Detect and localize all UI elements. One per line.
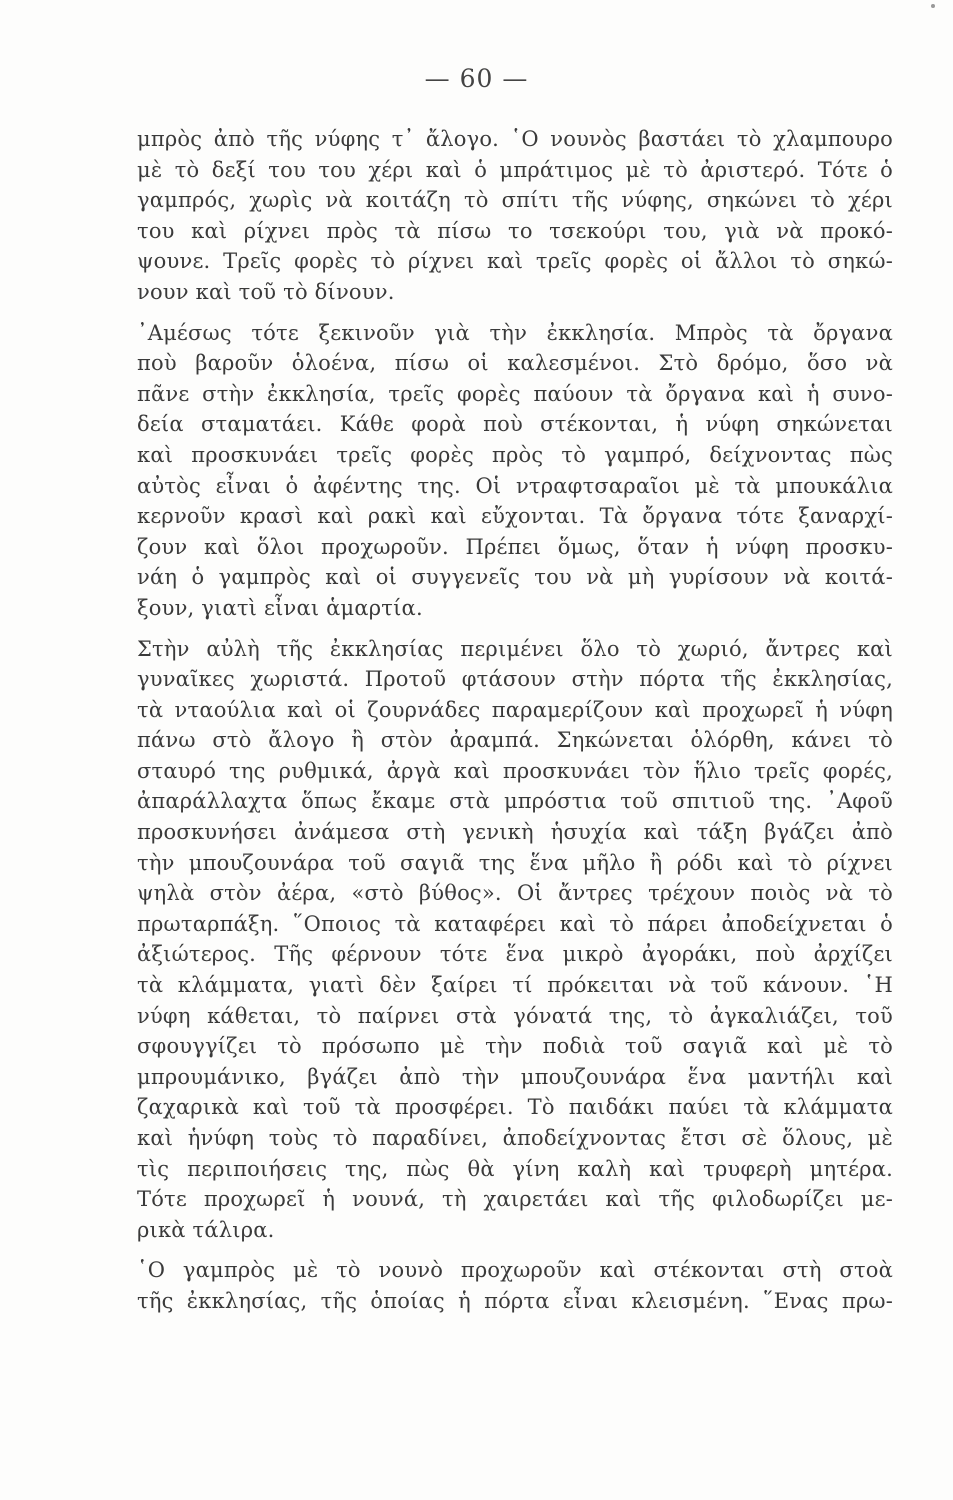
body-text: [137, 124, 893, 1317]
text-line: προσκυνήσει ἀνάμεσα στὴ γενικὴ ἡσυχία καὶ τάξη βγάζει ἀπὸ: [137, 820, 893, 845]
text-line: ζαχαρικὰ καὶ τοῦ τὰ προσφέρει. Τὸ παιδάκι παύει τὰ κλάμματα: [137, 1095, 893, 1120]
text-line: Στὴν αὐλὴ τῆς ἐκκλησίας περιμένει ὅλο τὸ χωριό, ἄντρες καὶ: [137, 636, 893, 661]
text-line: πᾶνε στὴν ἐκκλησία, τρεῖς φορὲς παύουν τὰ ὄργανα καὶ ἡ συνο-: [137, 381, 893, 406]
text-line: μὲ τὸ δεξί του του χέρι καὶ ὁ μπράτιμος μὲ τὸ ἀριστερό. Τότε ὁ: [137, 157, 893, 182]
text-line: τὶς περιποιήσεις της, πὼς θὰ γίνη καλὴ καὶ τρυφερὴ μητέρα.: [137, 1156, 893, 1181]
text-line: ψηλὰ στὸν ἀέρα, «στὸ βύθος». Οἱ ἄντρες τρέχουν ποιὸς νὰ τὸ: [137, 881, 893, 906]
text-line: πάνω στὸ ἄλογο ἢ στὸν ἀραμπά. Σηκώνεται ὁλόρθη, κάνει τὸ: [137, 728, 893, 753]
paper-speck: [931, 4, 935, 8]
text-line: γυναῖκες χωριστά. Προτοῦ φτάσουν στὴν πόρτα τῆς ἐκκλησίας,: [137, 667, 893, 692]
text-line: δεία σταματάει. Κάθε φορὰ ποὺ στέκονται, ἡ νύφη σηκώνεται: [137, 412, 893, 437]
text-line: σφουγγίζει τὸ πρόσωπο μὲ τὴν ποδιὰ τοῦ σαγιᾶ καὶ μὲ τὸ: [137, 1034, 893, 1059]
page-number: — 60 —: [424, 64, 529, 93]
paragraph: [137, 634, 893, 1246]
text-line: ῾Ο γαμπρὸς μὲ τὸ νουνὸ προχωροῦν καὶ στέκονται στὴ στοὰ: [137, 1258, 893, 1283]
text-line: ρικὰ τάλιρα.: [137, 1217, 275, 1242]
paragraph: [137, 1255, 893, 1316]
text-line: τὰ κλάμματα, γιατὶ δὲν ξαίρει τί πρόκειται νὰ τοῦ κάνουν. ῾Η: [137, 973, 893, 998]
text-line: νάη ὁ γαμπρὸς καὶ οἱ συγγενεῖς του νὰ μὴ γυρίσουν νὰ κοιτά-: [137, 565, 893, 590]
paragraph: [137, 318, 893, 624]
text-line: αὐτὸς εἶναι ὁ ἀφέντης της. Οἱ ντραφτσαραῖοι μὲ τὰ μπουκάλια: [137, 473, 893, 498]
text-line: καὶ προσκυνάει τρεῖς φορὲς πρὸς τὸ γαμπρό, δείχνοντας πὼς: [137, 442, 893, 467]
text-line: ξουν, γιατὶ εἶναι ἁμαρτία.: [137, 595, 423, 620]
text-line: μπρὸς ἀπὸ τῆς νύφης τ᾽ ἄλογο. ῾Ο νουνὸς βαστάει τὸ χλαμπουρο: [137, 127, 893, 151]
text-line: τὰ νταούλια καὶ οἱ ζουρνάδες παραμερίζουν καὶ προχωρεῖ ἡ νύφη: [137, 697, 893, 722]
text-line: Τότε προχωρεῖ ἡ νουνά, τὴ χαιρετάει καὶ τῆς φιλοδωρίζει με-: [137, 1187, 893, 1212]
paragraph: [137, 124, 893, 308]
text-line: τὴν μπουζουνάρα τοῦ σαγιᾶ της ἕνα μῆλο ἢ ρόδι καὶ τὸ ρίχνει: [137, 850, 893, 875]
text-line: του καὶ ρίχνει πρὸς τὰ πίσω το τσεκούρι του, γιὰ νὰ προκό-: [137, 218, 893, 243]
text-line: γαμπρός, χωρὶς νὰ κοιτάζη τὸ σπίτι τῆς νύφης, σηκώνει τὸ χέρι: [137, 188, 893, 213]
text-line: πρωταρπάξη. ῞Οποιος τὰ καταφέρει καὶ τὸ πάρει ἀποδείχνεται ὁ: [137, 911, 893, 936]
text-line: νουν καὶ τοῦ τὸ δίνουν.: [137, 279, 395, 304]
text-line: ζουν καὶ ὅλοι προχωροῦν. Πρέπει ὅμως, ὅταν ἡ νύφη προσκυ-: [137, 534, 893, 559]
text-line: κερνοῦν κρασὶ καὶ ρακὶ καὶ εὔχονται. Τὰ ὄργανα τότε ξαναρχί-: [137, 504, 893, 529]
text-line: ἀξιώτερος. Τῆς φέρνουν τότε ἕνα μικρὸ ἀγοράκι, ποὺ ἀρχίζει: [137, 942, 893, 967]
text-line: ἀπαράλλαχτα ὅπως ἔκαμε στὰ μπρόστια τοῦ σπιτιοῦ της. ᾽Αφοῦ: [137, 789, 893, 814]
text-line: μπρουμάνικο, βγάζει ἀπὸ τὴν μπουζουνάρα ἕνα μαντήλι καὶ: [137, 1064, 893, 1089]
text-line: τῆς ἐκκλησίας, τῆς ὁποίας ἡ πόρτα εἶναι κλεισμένη. ῞Ενας πρω-: [137, 1288, 893, 1313]
text-line: καὶ ἡνύφη τοὺς τὸ παραδίνει, ἀποδείχνοντας ἔτσι σὲ ὅλους, μὲ: [137, 1126, 893, 1150]
text-line: ποὺ βαροῦν ὁλοένα, πίσω οἱ καλεσμένοι. Στὸ δρόμο, ὅσο νὰ: [137, 351, 893, 376]
text-line: ᾽Αμέσως τότε ξεκινοῦν γιὰ τὴν ἐκκλησία. Μπρὸς τὰ ὄργανα: [137, 320, 893, 345]
text-line: νύφη κάθεται, τὸ παίρνει στὰ γόνατά της, τὸ ἀγκαλιάζει, τοῦ: [137, 1003, 893, 1028]
text-line: σταυρό της ρυθμικά, ἀργὰ καὶ προσκυνάει τὸν ἥλιο τρεῖς φορές,: [137, 758, 893, 783]
text-line: ψουνε. Τρεῖς φορὲς τὸ ρίχνει καὶ τρεῖς φορὲς οἱ ἄλλοι τὸ σηκώ-: [137, 249, 893, 274]
